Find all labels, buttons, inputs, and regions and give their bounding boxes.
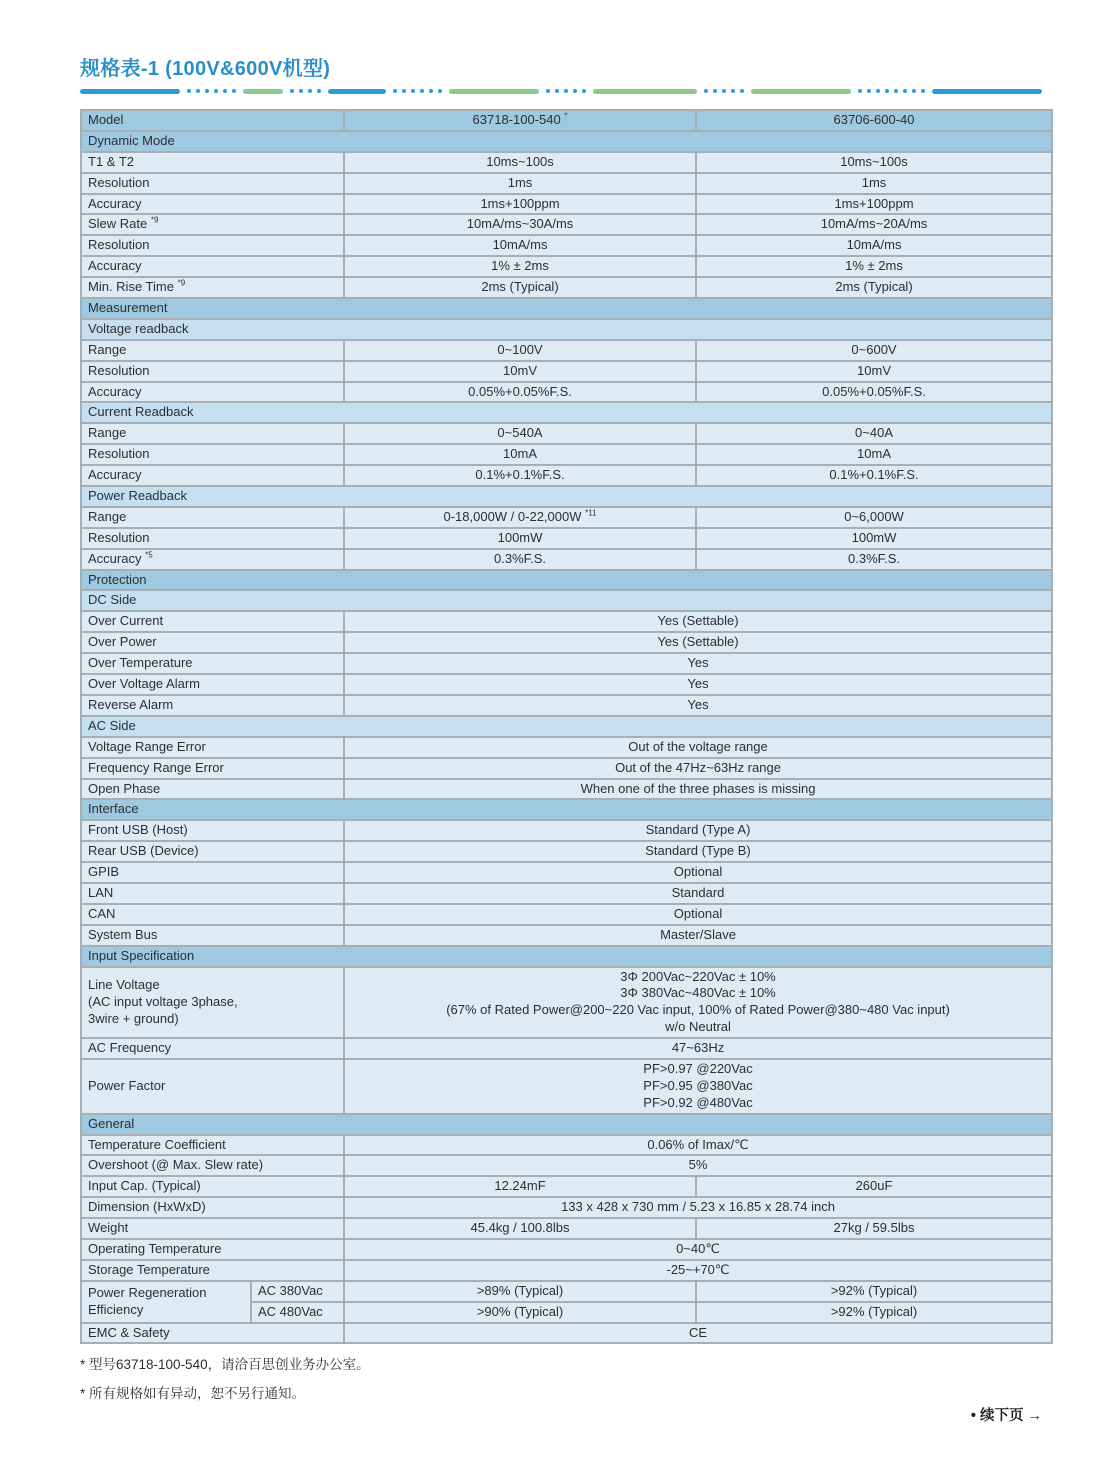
row-sublabel: AC 480Vac	[251, 1302, 344, 1323]
model-value: 63718-100-540 *	[344, 110, 696, 131]
separator-dot	[740, 89, 744, 93]
table-row	[81, 465, 1052, 486]
row-label: Accuracy	[81, 256, 344, 277]
separator-dots	[546, 89, 586, 93]
separator-dot	[867, 89, 871, 93]
footnotes	[80, 1353, 1051, 1402]
cell-value: 0~40℃	[344, 1239, 1052, 1260]
section-label: Voltage readback	[81, 319, 1052, 340]
table-row	[81, 904, 1052, 925]
cell-value: Yes	[344, 653, 1052, 674]
row-label: Resolution	[81, 173, 344, 194]
row-label: Storage Temperature	[81, 1260, 344, 1281]
separator-dot	[308, 89, 312, 93]
cell-value: >92% (Typical)	[696, 1302, 1052, 1323]
cell-value: Master/Slave	[344, 925, 1052, 946]
cell-value: Standard (Type A)	[344, 820, 1052, 841]
row-label: Power Factor	[81, 1059, 344, 1114]
row-label: Frequency Range Error	[81, 758, 344, 779]
cell-value	[344, 967, 1052, 1039]
table-row	[81, 632, 1052, 653]
row-label: Accuracy	[81, 382, 344, 403]
cell-value: 0-18,000W / 0-22,000W $^{*11}$	[344, 507, 696, 528]
section-label: Protection	[81, 570, 1052, 591]
row-label: Reverse Alarm	[81, 695, 344, 716]
section-label: AC Side	[81, 716, 1052, 737]
section-label: Input Specification	[81, 946, 1052, 967]
row-label: Accuracy	[81, 194, 344, 215]
section-row	[81, 298, 1052, 319]
table-row	[81, 925, 1052, 946]
cell-value: 260uF	[696, 1176, 1052, 1197]
separator-dot	[731, 89, 735, 93]
section-label: Current Readback	[81, 402, 1052, 423]
row-label: Voltage Range Error	[81, 737, 344, 758]
row-label	[81, 1281, 251, 1323]
cell-value: 100mW	[696, 528, 1052, 549]
table-row	[81, 1260, 1052, 1281]
row-label: Rear USB (Device)	[81, 841, 344, 862]
table-row	[81, 1155, 1052, 1176]
table-row	[81, 1323, 1052, 1344]
cell-line: PF>0.97 @220Vac	[643, 1060, 753, 1076]
separator-dot	[894, 89, 898, 93]
section-label: DC Side	[81, 590, 1052, 611]
separator-dot	[573, 89, 577, 93]
table-row	[81, 214, 1052, 235]
separator-dot	[722, 89, 726, 93]
cell-value: >92% (Typical)	[696, 1281, 1052, 1302]
separator-bar	[243, 89, 283, 94]
cell-line: Efficiency	[88, 1301, 144, 1317]
table-row	[81, 841, 1052, 862]
separator-dot	[903, 89, 907, 93]
cell-value: 10mV	[696, 361, 1052, 382]
cell-value: 0~540A	[344, 423, 696, 444]
table-row	[81, 173, 1052, 194]
footnote-marker: *5	[145, 550, 153, 560]
separator-dot	[420, 89, 424, 93]
cell-value: 0~6,000W	[696, 507, 1052, 528]
footnote-marker: *	[564, 111, 568, 121]
cell-value: 5%	[344, 1155, 1052, 1176]
cell-value: 1% ± 2ms	[696, 256, 1052, 277]
separator-dot	[223, 89, 227, 93]
table-row	[81, 361, 1052, 382]
cell-value: Out of the voltage range	[344, 737, 1052, 758]
row-label: AC Frequency	[81, 1038, 344, 1059]
row-label: Input Cap. (Typical)	[81, 1176, 344, 1197]
section-label: General	[81, 1114, 1052, 1135]
cell-value: Optional	[344, 904, 1052, 925]
table-row	[81, 695, 1052, 716]
row-label: Resolution	[81, 444, 344, 465]
separator-bar	[80, 89, 180, 94]
cell-value: -25~+70℃	[344, 1260, 1052, 1281]
cell-line: 3Φ 200Vac~220Vac ± 10%	[620, 968, 776, 984]
row-label: Model	[81, 110, 344, 131]
table-row	[81, 883, 1052, 904]
row-label	[81, 967, 344, 1039]
row-label: Resolution	[81, 361, 344, 382]
cell-value: 0.1%+0.1%F.S.	[696, 465, 1052, 486]
cell-value: >89% (Typical)	[344, 1281, 696, 1302]
table-row	[81, 737, 1052, 758]
continue-next-page-label: • 续下页 →	[970, 1408, 1042, 1424]
cell-value: Standard (Type B)	[344, 841, 1052, 862]
separator-dot	[438, 89, 442, 93]
footnote-marker: *9	[177, 278, 186, 288]
table-row	[81, 1281, 1052, 1302]
cell-value: Out of the 47Hz~63Hz range	[344, 758, 1052, 779]
table-row	[81, 1135, 1052, 1156]
footnote-marker: *9	[150, 216, 159, 226]
separator-dot	[205, 89, 209, 93]
separator-dot	[704, 89, 708, 93]
model-value: 63706-600-40	[696, 110, 1052, 131]
subsection-row	[81, 319, 1052, 340]
row-label: Over Temperature	[81, 653, 344, 674]
cell-value: 1ms	[344, 173, 696, 194]
cell-value: Yes (Settable)	[344, 611, 1052, 632]
footnote: * 所有规格如有异动，恕不另行通知。	[80, 1386, 306, 1402]
table-row	[81, 967, 1052, 1039]
cell-line: Line Voltage	[88, 976, 160, 992]
cell-value: 1% ± 2ms	[344, 256, 696, 277]
table-row	[81, 507, 1052, 528]
table-row	[81, 611, 1052, 632]
cell-line: 3wire + ground)	[88, 1010, 179, 1026]
cell-value: 10ms~100s	[344, 152, 696, 173]
cell-value: 0.06% of Imax/℃	[344, 1135, 1052, 1156]
separator-dot	[876, 89, 880, 93]
table-row	[81, 820, 1052, 841]
row-label: Slew Rate $^{*9}$	[81, 214, 344, 235]
cell-value: 1ms	[696, 173, 1052, 194]
cell-value: 10mA/ms~20A/ms	[696, 214, 1052, 235]
separator-dot	[582, 89, 586, 93]
subsection-row	[81, 486, 1052, 507]
cell-value: Yes (Settable)	[344, 632, 1052, 653]
separator-bar	[328, 89, 386, 94]
cell-value: 12.24mF	[344, 1176, 696, 1197]
spec-table-body	[81, 110, 1052, 1343]
cell-value: 27kg / 59.5lbs	[696, 1218, 1052, 1239]
cell-value: Standard	[344, 883, 1052, 904]
section-row	[81, 131, 1052, 152]
separator-dot	[912, 89, 916, 93]
cell-value: 10mA/ms	[696, 235, 1052, 256]
row-label: Front USB (Host)	[81, 820, 344, 841]
row-label: T1 & T2	[81, 152, 344, 173]
cell-value: 45.4kg / 100.8lbs	[344, 1218, 696, 1239]
cell-value: Yes	[344, 674, 1052, 695]
section-label: Interface	[81, 799, 1052, 820]
model-header-row	[81, 110, 1052, 131]
row-label: EMC & Safety	[81, 1323, 344, 1344]
row-label: Dimension (HxWxD)	[81, 1197, 344, 1218]
section-label: Dynamic Mode	[81, 131, 1052, 152]
section-row	[81, 799, 1052, 820]
cell-value: CE	[344, 1323, 1052, 1344]
cell-value: 0~600V	[696, 340, 1052, 361]
separator-dot	[402, 89, 406, 93]
table-row	[81, 1176, 1052, 1197]
separator-dot	[858, 89, 862, 93]
cell-value: 47~63Hz	[344, 1038, 1052, 1059]
row-label: Weight	[81, 1218, 344, 1239]
separator-dot	[317, 89, 321, 93]
cell-line: (67% of Rated Power@200~220 Vac input, 100% of Rated Power@380~480 Vac input)	[446, 1002, 950, 1018]
cell-value: 1ms+100ppm	[344, 194, 696, 215]
table-row	[81, 423, 1052, 444]
cell-value: 2ms (Typical)	[696, 277, 1052, 298]
separator-dot	[921, 89, 925, 93]
row-label: CAN	[81, 904, 344, 925]
cell-value: 0.05%+0.05%F.S.	[344, 382, 696, 403]
table-row	[81, 779, 1052, 800]
row-label: Range	[81, 423, 344, 444]
separator-dots	[858, 89, 925, 93]
row-label: GPIB	[81, 862, 344, 883]
cell-value: When one of the three phases is missing	[344, 779, 1052, 800]
separator-dot	[564, 89, 568, 93]
table-row	[81, 1218, 1052, 1239]
separator-dot	[393, 89, 397, 93]
row-sublabel: AC 380Vac	[251, 1281, 344, 1302]
cell-value	[344, 1059, 1052, 1114]
separator-bar	[449, 89, 539, 94]
row-label: Range	[81, 507, 344, 528]
footnote-marker: *11	[585, 508, 597, 518]
row-label: Operating Temperature	[81, 1239, 344, 1260]
cell-line: (AC input voltage 3phase,	[88, 993, 238, 1009]
separator-bar	[751, 89, 851, 94]
table-row	[81, 528, 1052, 549]
separator-dot	[411, 89, 415, 93]
row-label: Range	[81, 340, 344, 361]
table-row	[81, 674, 1052, 695]
cell-line: Power Regeneration	[88, 1284, 207, 1300]
table-row	[81, 235, 1052, 256]
cell-value: 10mA/ms~30A/ms	[344, 214, 696, 235]
table-row	[81, 653, 1052, 674]
row-label: Open Phase	[81, 779, 344, 800]
cell-value: 10mV	[344, 361, 696, 382]
cell-value: 0~100V	[344, 340, 696, 361]
separator-dots	[187, 89, 236, 93]
separator-dot	[299, 89, 303, 93]
separator-dot	[290, 89, 294, 93]
cell-value: 10mA	[696, 444, 1052, 465]
separator-dot	[214, 89, 218, 93]
cell-value: 0.3%F.S.	[344, 549, 696, 570]
table-row	[81, 444, 1052, 465]
cell-line: 3Φ 380Vac~480Vac ± 10%	[620, 985, 776, 1001]
cell-value: 0.1%+0.1%F.S.	[344, 465, 696, 486]
table-row	[81, 382, 1052, 403]
row-label: Temperature Coefficient	[81, 1135, 344, 1156]
separator-dot	[196, 89, 200, 93]
page-content	[80, 0, 1051, 1411]
row-label: Resolution	[81, 528, 344, 549]
separator-dots	[704, 89, 744, 93]
section-row	[81, 1114, 1052, 1135]
cell-line: PF>0.95 @380Vac	[643, 1077, 753, 1093]
row-label: Over Current	[81, 611, 344, 632]
row-label: Over Power	[81, 632, 344, 653]
separator-dots	[290, 89, 321, 93]
cell-line: w/o Neutral	[665, 1019, 731, 1035]
table-row	[81, 1239, 1052, 1260]
subsection-row	[81, 716, 1052, 737]
subsection-row	[81, 402, 1052, 423]
cell-value: Yes	[344, 695, 1052, 716]
cell-value: 100mW	[344, 528, 696, 549]
section-row	[81, 570, 1052, 591]
table-row	[81, 1059, 1052, 1114]
table-row	[81, 758, 1052, 779]
cell-value: 0.3%F.S.	[696, 549, 1052, 570]
cell-value: 0.05%+0.05%F.S.	[696, 382, 1052, 403]
cell-value: 2ms (Typical)	[344, 277, 696, 298]
table-row	[81, 277, 1052, 298]
separator-dot	[885, 89, 889, 93]
separator-dot	[187, 89, 191, 93]
row-label: Resolution	[81, 235, 344, 256]
separator-dots	[393, 89, 442, 93]
separator-dot	[232, 89, 236, 93]
separator-dot	[429, 89, 433, 93]
table-row	[81, 152, 1052, 173]
separator-bar	[593, 89, 697, 94]
footnote: * 型号63718-100-540，请洽百思创业务办公室。	[80, 1357, 370, 1373]
cell-value: 0~40A	[696, 423, 1052, 444]
separator-dot	[546, 89, 550, 93]
cell-value: 10ms~100s	[696, 152, 1052, 173]
row-label: LAN	[81, 883, 344, 904]
table-row	[81, 862, 1052, 883]
cell-value: 1ms+100ppm	[696, 194, 1052, 215]
cell-value: >90% (Typical)	[344, 1302, 696, 1323]
cell-value: 10mA/ms	[344, 235, 696, 256]
cell-line: PF>0.92 @480Vac	[643, 1094, 753, 1110]
row-label: Overshoot (@ Max. Slew rate)	[81, 1155, 344, 1176]
subsection-row	[81, 590, 1052, 611]
table-row	[81, 1038, 1052, 1059]
table-row	[81, 340, 1052, 361]
row-label: Over Voltage Alarm	[81, 674, 344, 695]
title-separator	[80, 88, 1051, 94]
cell-value: 10mA	[344, 444, 696, 465]
table-row	[81, 256, 1052, 277]
row-label: Min. Rise Time $^{*9}$	[81, 277, 344, 298]
separator-bar	[932, 89, 1042, 94]
section-label: Power Readback	[81, 486, 1052, 507]
table-row	[81, 1197, 1052, 1218]
page-title: 规格表-1 (100V&600V机型)	[80, 58, 331, 80]
table-row	[81, 549, 1052, 570]
separator-dot	[555, 89, 559, 93]
section-row	[81, 946, 1052, 967]
table-row	[81, 194, 1052, 215]
separator-dot	[713, 89, 717, 93]
row-label: Accuracy	[81, 465, 344, 486]
spec-table	[80, 109, 1053, 1344]
row-label: Accuracy $^{*5}$	[81, 549, 344, 570]
row-label: System Bus	[81, 925, 344, 946]
section-label: Measurement	[81, 298, 1052, 319]
cell-value: Optional	[344, 862, 1052, 883]
cell-value: 133 x 428 x 730 mm / 5.23 x 16.85 x 28.74 inch	[344, 1197, 1052, 1218]
